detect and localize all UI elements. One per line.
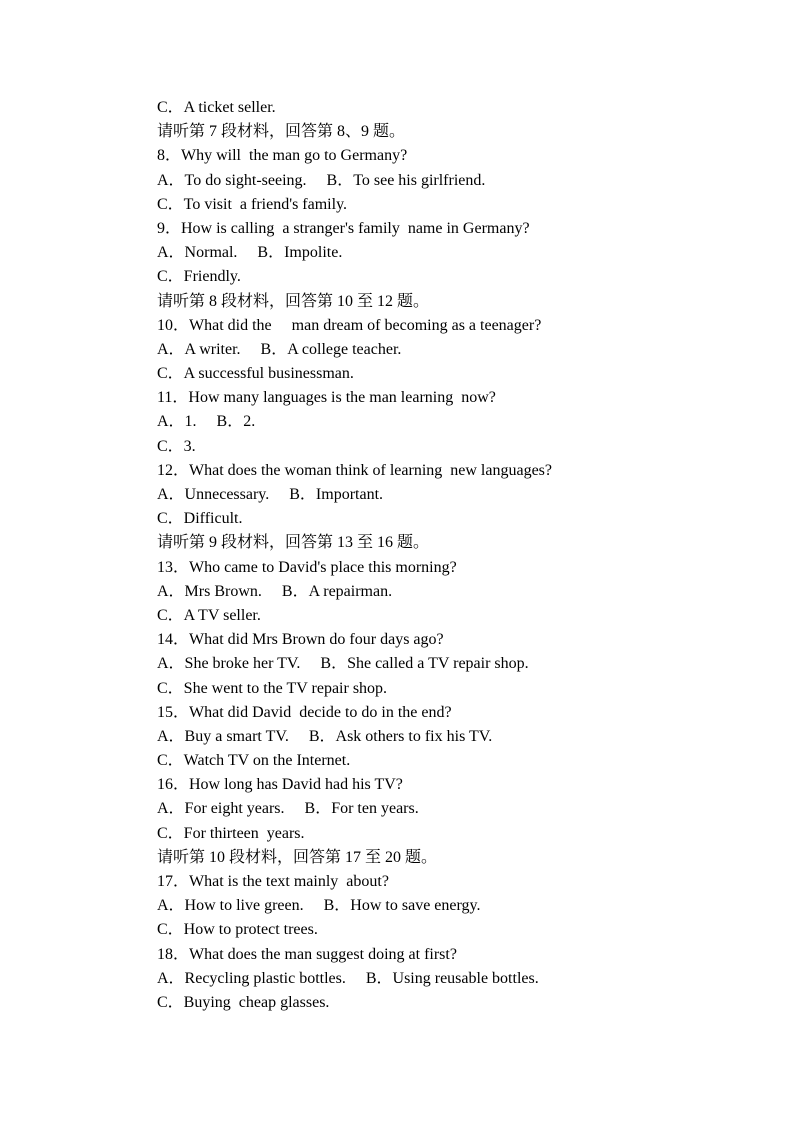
question-line: 9．How is calling a stranger's family name in Germany? [157, 219, 530, 237]
question-line: 14．What did Mrs Brown do four days ago? [157, 631, 444, 649]
option-line: C．Friendly. [157, 268, 241, 286]
question-line: 8．Why will the man go to Germany? [157, 147, 408, 165]
option-line: C．Watch TV on the Internet. [157, 752, 351, 770]
option-line: A．Buy a smart TV. B．Ask others to fix his TV. [157, 727, 493, 745]
option-line: C．For thirteen years. [157, 824, 305, 842]
option-line: A．Normal. B．Impolite. [157, 244, 343, 262]
option-line: C．A TV seller. [157, 606, 261, 624]
option-line: A．A writer. B．A college teacher. [157, 340, 402, 358]
option-line: C．Buying cheap glasses. [157, 993, 330, 1011]
question-line: 15．What did David decide to do in the end? [157, 703, 452, 721]
option-line: C．How to protect trees. [157, 921, 318, 939]
option-line: C．To visit a friend's family. [157, 195, 348, 213]
question-line: 17．What is the text mainly about? [157, 873, 389, 890]
option-line: C．She went to the TV repair shop. [157, 679, 388, 697]
option-line: C．A successful businessman. [157, 365, 354, 383]
option-line: A．Unnecessary. B．Important. [157, 486, 384, 503]
option-line: A．To do sight-seeing. B．To see his girlfriend. [157, 171, 486, 189]
section-instruction: 请听第 10 段材料，回答第 17 至 20 题。 [157, 848, 438, 866]
question-line: 11．How many languages is the man learning now? [157, 389, 496, 407]
section-instruction: 请听第 8 段材料，回答第 10 至 12 题。 [157, 292, 430, 310]
option-line: C．A ticket seller. [157, 99, 276, 116]
section-instruction: 请听第 7 段材料，回答第 8、9 题。 [157, 123, 406, 141]
section-instruction: 请听第 9 段材料，回答第 13 至 16 题。 [157, 534, 430, 552]
option-line: C．Difficult. [157, 510, 243, 528]
question-line: 12．What does the woman think of learning new languages? [157, 461, 553, 479]
question-line: 10．What did the man dream of becoming as a teenager? [157, 316, 542, 334]
option-line: A．How to live green. B．How to save energy. [157, 897, 481, 915]
question-line: 13．Who came to David's place this morning? [157, 558, 457, 576]
option-line: C．3. [157, 437, 196, 455]
option-line: A．For eight years. B．For ten years. [157, 800, 419, 818]
question-line: 18．What does the man suggest doing at first? [157, 945, 457, 963]
document-body [157, 96, 757, 1015]
question-line: 16．How long has David had his TV? [157, 776, 403, 794]
option-line: A．She broke her TV. B．She called a TV repair shop. [157, 655, 529, 673]
option-line: A．Mrs Brown. B．A repairman. [157, 582, 393, 600]
option-line: A．1. B．2. [157, 413, 256, 431]
option-line: A．Recycling plastic bottles. B．Using reusable bottles. [157, 969, 539, 987]
